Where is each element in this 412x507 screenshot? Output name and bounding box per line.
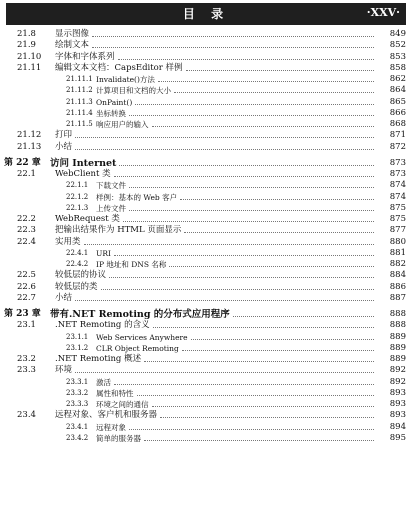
entry-page-number: 875 [389,202,406,213]
entry-page-number: 888 [389,309,406,319]
leader-dots [84,237,374,245]
entry-page-number: 875 [389,214,406,224]
entry-page-number: 892 [389,365,406,376]
subsection-entry[interactable] [0,399,412,410]
entry-number: 22.4.2 [66,260,89,268]
entry-page-number: 887 [389,292,406,303]
entry-page-number: 862 [389,74,406,84]
entry-page-number: 889 [389,331,406,342]
entry-title: URI [96,248,111,258]
entry-title: 小结 [55,292,73,303]
leader-dots [174,85,374,93]
entry-page-number: 882 [389,259,406,269]
leader-dots [144,354,374,362]
leader-dots [152,399,374,407]
entry-number: 22.7 [17,292,36,303]
subsection-entry[interactable] [0,180,412,191]
entry-number: 23.2 [17,354,36,364]
entry-page-number: 873 [389,169,406,179]
entry-title: 实用类 [55,236,81,247]
entry-page-number: 864 [389,85,406,96]
entry-number: 21.11.4 [66,108,93,117]
leader-dots [180,192,374,200]
leader-dots [75,293,374,301]
leader-dots [101,282,374,290]
entry-number: 21.12 [17,130,42,141]
leader-dots [191,332,374,340]
entry-title: 下载文件 [96,181,126,191]
entry-page-number: 894 [389,421,406,432]
entry-number: 21.11.2 [66,86,93,95]
entry-number: 22.4 [17,236,36,247]
subsection-entry[interactable] [0,377,412,388]
entry-title: 较低层的协议 [55,270,107,281]
entry-title: 属性和特性 [96,388,134,398]
subsection-entry[interactable] [0,203,412,214]
entry-number: 23.3 [17,365,36,376]
entry-number: 21.11.5 [66,120,93,128]
subsection-entry[interactable] [0,259,412,270]
entry-page-number: 893 [389,387,406,398]
section-entry[interactable] [0,365,412,376]
entry-title: 绘制文本 [55,40,90,51]
subsection-entry[interactable] [0,422,412,433]
entry-page-number: 874 [389,191,406,202]
section-entry[interactable] [0,270,412,281]
subsection-entry[interactable] [0,119,412,130]
subsection-entry[interactable] [0,74,412,85]
section-entry[interactable] [0,29,412,40]
entry-title: 访问 Internet [50,157,117,169]
section-entry[interactable] [0,40,412,51]
entry-title: .NET Remoting 概述 [55,354,142,364]
entry-number: 22.1.3 [66,203,89,212]
entry-title: 坐标转换 [96,108,126,118]
leader-dots [123,214,374,222]
entry-title: 较低层的类 [55,281,98,292]
entry-page-number: 889 [389,354,406,364]
entry-title: 编辑文本文档：CapsEditor 样例 [55,62,183,73]
entry-page-number: 872 [389,141,406,152]
page-header [6,3,406,25]
entry-title: 样例：基本的 Web 客户 [96,192,178,202]
leader-dots [114,377,374,385]
entry-number: 23.3.2 [66,388,89,397]
leader-dots [137,388,374,396]
entry-title: 打印 [55,130,73,141]
entry-title: OnPaint() [96,97,133,107]
entry-title: IP 地址和 DNS 名称 [96,260,167,269]
entry-title: 字体和字体系列 [55,51,115,62]
table-of-contents [0,29,412,444]
leader-dots [129,422,374,430]
entry-title: 上传文件 [96,203,126,213]
entry-number: 23.1.1 [66,332,89,341]
leader-dots [75,365,374,373]
entry-page-number: 849 [389,29,406,39]
entry-page-number: 889 [389,342,406,353]
section-entry[interactable] [0,63,412,74]
entry-title: Web Services Anywhere [96,332,188,342]
entry-page-number: 871 [389,130,406,141]
entry-page-number: 873 [389,157,406,168]
entry-number: 21.10 [17,51,42,62]
leader-dots [119,158,374,166]
entry-page-number: 895 [389,432,406,443]
chapter-entry[interactable] [0,158,412,169]
section-entry[interactable] [0,293,412,304]
subsection-entry[interactable] [0,343,412,354]
leader-dots [182,343,374,351]
entry-title: 环境之间的通信 [96,400,149,409]
subsection-entry[interactable] [0,332,412,343]
entry-page-number: 877 [389,225,406,236]
subsection-entry[interactable] [0,433,412,444]
entry-title: .NET Remoting 的含义 [55,320,150,331]
entry-page-number: 881 [389,247,406,258]
entry-title: 小结 [55,141,73,152]
entry-title: WebRequest 类 [55,214,120,224]
leader-dots [92,29,374,37]
entry-title: 环境 [55,365,73,376]
entry-page-number: 884 [389,270,406,281]
entry-title: 显示图像 [55,29,90,39]
leader-dots [75,142,374,150]
subsection-entry[interactable] [0,108,412,119]
entry-title: Invalidate()方法 [96,75,155,84]
section-entry[interactable] [0,410,412,421]
leader-dots [92,40,374,48]
leader-dots [135,97,374,105]
entry-page-number: 853 [389,51,406,62]
entry-page-number: 852 [389,40,406,51]
subsection-entry[interactable] [0,97,412,108]
section-entry[interactable] [0,282,412,293]
entry-number: 22.1 [17,169,36,179]
entry-page-number: 893 [389,399,406,409]
entry-number: 23.1.2 [66,343,89,352]
subsection-entry[interactable] [0,388,412,399]
section-entry[interactable] [0,237,412,248]
entry-number: 21.8 [17,29,36,39]
leader-dots [160,410,374,418]
leader-dots [129,180,374,188]
leader-dots [118,52,374,60]
entry-number: 21.13 [17,141,42,152]
entry-number: 21.11 [17,62,42,73]
leader-dots [114,248,374,256]
entry-number: 22.1.1 [66,181,89,190]
leader-dots [129,203,374,211]
leader-dots [233,309,374,317]
section-entry[interactable] [0,52,412,63]
entry-page-number: 886 [389,281,406,292]
leader-dots [129,108,374,116]
entry-title: 带有.NET Remoting 的分布式应用程序 [50,309,230,320]
entry-title: 远程对象、客户机和服务器 [55,410,158,421]
entry-page-number: 874 [389,180,406,191]
entry-title: 简单的服务器 [96,433,141,443]
entry-number: 23.4.2 [66,433,89,442]
chapter-entry[interactable] [0,309,412,320]
entry-title: 远程对象 [96,422,126,432]
entry-number: 22.4.1 [66,248,89,257]
leader-dots [153,320,374,328]
leader-dots [144,433,374,441]
entry-title: CLR Object Remoting [96,343,179,353]
section-entry[interactable] [0,225,412,236]
entry-number: 22.1.2 [66,192,89,201]
entry-page-number: 868 [389,119,406,129]
entry-number: 第 22 章 [4,157,41,168]
entry-number: 23.4.1 [66,422,89,431]
entry-number: 22.2 [17,214,36,224]
entry-title: 响应用户的输入 [96,120,149,129]
section-entry[interactable] [0,169,412,180]
entry-page-number: 865 [389,96,406,107]
leader-dots [109,270,374,278]
entry-page-number: 893 [389,410,406,421]
entry-number: 21.11.3 [66,97,93,106]
entry-number: 21.9 [17,40,36,51]
entry-title: 计算项目和文档的大小 [96,86,171,96]
section-entry[interactable] [0,130,412,141]
leader-dots [169,259,374,267]
entry-number: 21.11.1 [66,75,93,83]
leader-dots [158,74,374,82]
entry-number: 23.3.1 [66,377,89,386]
leader-dots [152,119,374,127]
header-page-number: ·XXV· [366,6,400,19]
subsection-entry[interactable] [0,85,412,96]
entry-number: 第 23 章 [4,309,41,319]
entry-page-number: 880 [389,236,406,247]
entry-page-number: 892 [389,376,406,387]
entry-title: WebClient 类 [55,169,111,179]
section-entry[interactable] [0,354,412,365]
section-entry[interactable] [0,214,412,225]
entry-number: 22.5 [17,270,36,281]
leader-dots [75,130,374,138]
entry-page-number: 858 [389,62,406,73]
entry-number: 23.4 [17,410,36,421]
section-entry[interactable] [0,320,412,331]
entry-number: 22.6 [17,281,36,292]
subsection-entry[interactable] [0,192,412,203]
entry-title: 激活 [96,377,111,387]
leader-dots [184,225,374,233]
header-title: 目 录 [182,7,230,21]
leader-dots [114,169,374,177]
section-entry[interactable] [0,142,412,153]
entry-title: 把输出结果作为 HTML 页面显示 [55,225,182,236]
subsection-entry[interactable] [0,248,412,259]
entry-number: 22.3 [17,225,36,236]
entry-page-number: 888 [389,320,406,331]
entry-number: 23.3.3 [66,400,89,408]
entry-page-number: 866 [389,107,406,118]
entry-number: 23.1 [17,320,36,331]
leader-dots [186,63,374,71]
